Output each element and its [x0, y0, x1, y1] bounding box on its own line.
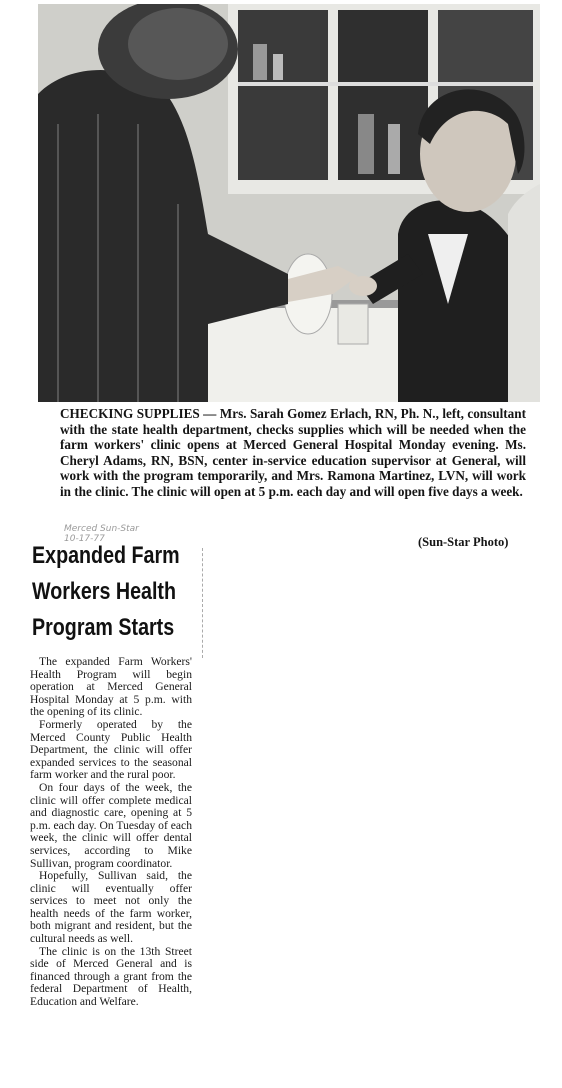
clipping-edge: [202, 548, 203, 658]
caption-body: — Mrs. Sarah Gomez Erlach, RN, Ph. N., left, consultant with the state health department, checks supplies which will be needed when the farm workers' clinic opens at Merced General Hospital Monday evening. Ms. Cheryl Adams, RN, BSN, center in-service education supervisor at General, will work with the program temporarily, and Mrs. Ramona Martinez, LVN, will work in the clinic. The clinic will open at 5 p.m. each day and will open five days a week.: [60, 406, 526, 499]
headline-line-1: Expanded Farm: [32, 542, 180, 569]
article-body: [30, 656, 192, 1009]
photo-caption: [60, 406, 526, 500]
article-paragraph: The expanded Farm Workers' Health Program will begin operation at Merced General Hospital Monday at 5 p.m. with the opening of its clinic.: [30, 655, 192, 719]
caption-lead: CHECKING SUPPLIES: [60, 406, 200, 421]
photo-illustration: [38, 4, 540, 402]
news-photo: [38, 4, 540, 402]
handnote-source: Merced Sun-Star: [64, 524, 139, 534]
article-paragraph: Formerly operated by the Merced County Public Health Department, the clinic will offer expanded services to the seasonal farm worker and the rural poor.: [30, 717, 192, 782]
article-paragraph: On four days of the week, the clinic will offer complete medical and diagnostic care, opening at 5 p.m. each day. On Tuesday of each week, the clinic will offer dental services, according to Mike Sullivan, program coordinator.: [30, 780, 192, 870]
photo-credit: (Sun-Star Photo): [418, 535, 509, 549]
handnote-date: 10-17-77: [64, 534, 105, 544]
headline-line-3: Program Starts: [32, 614, 175, 641]
article-paragraph: Hopefully, Sullivan said, the clinic will eventually offer services to meet not only the health needs of the farm worker, both migrant and resident, but the cultural needs as well.: [30, 869, 192, 946]
article-headline: [32, 538, 180, 646]
headline-line-2: Workers Health: [32, 578, 177, 605]
article-paragraph: The clinic is on the 13th Street side of Merced General and is financed through a grant from the federal Department of Health, Education and Welfare.: [30, 944, 192, 1009]
